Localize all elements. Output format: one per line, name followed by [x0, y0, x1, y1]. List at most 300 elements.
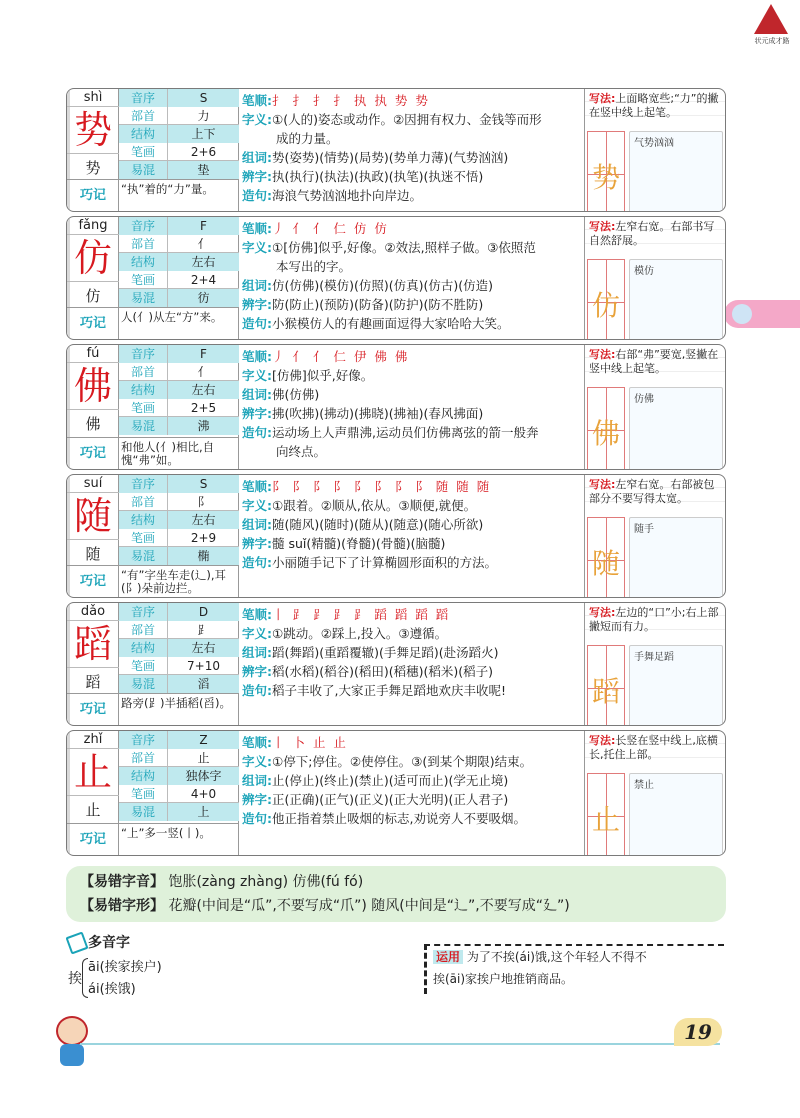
illustration-caption: 模仿	[634, 266, 654, 277]
info-value: 独体字	[167, 767, 239, 785]
info-row	[119, 381, 239, 399]
main-char: 势	[67, 107, 119, 153]
info-row	[119, 271, 239, 289]
memo-text: 和他人(亻)相比,自愧“弗”如。	[119, 437, 239, 469]
def-label: 组词:	[242, 387, 272, 402]
usage-text-1: 为了不挨(ái)饿,这个年轻人不得不	[466, 950, 647, 964]
info-row	[119, 89, 239, 107]
illustration-caption: 随手	[634, 524, 654, 535]
mascot-image	[46, 1008, 98, 1068]
definition-column	[239, 475, 585, 597]
publisher-logo	[750, 4, 792, 48]
grid-char: 势	[591, 161, 620, 194]
def-text: 仿(仿佛)(模仿)(仿照)(仿真)(仿古)(仿造)	[272, 278, 494, 293]
def-line	[242, 534, 581, 553]
info-row	[119, 803, 239, 821]
footer-line	[80, 1043, 720, 1045]
stroke-seq: 丨 ⻊ ⻊ ⻊ ⻊ 蹈 蹈 蹈 蹈	[272, 607, 451, 622]
pinyin: shì	[67, 89, 119, 107]
def-text: 海浪气势汹汹地扑向岸边。	[272, 188, 423, 203]
writing-label: 写法:	[589, 220, 616, 233]
info-value: 亻	[167, 235, 239, 253]
mistake-sound-label: 【易错字音】	[80, 874, 164, 890]
info-key: 笔画	[130, 145, 155, 159]
info-row	[119, 363, 239, 381]
writing-column	[585, 217, 725, 339]
illustration-caption: 禁止	[634, 780, 654, 791]
writing-label: 写法:	[589, 92, 616, 105]
writing-text: 右部“弗”要宽,竖撇在竖中线上起笔。	[589, 348, 719, 375]
print-char: 蹈	[67, 667, 119, 695]
def-line	[242, 553, 581, 572]
info-value: 2+4	[167, 271, 239, 289]
info-value: 左右	[167, 381, 239, 399]
stroke-label: 笔顺:	[242, 93, 272, 108]
info-key: 易混	[119, 289, 167, 307]
memo-text: “有”字坐车走(辶),耳(阝)朵前边拦。	[119, 565, 239, 597]
practice-grid	[587, 131, 625, 212]
char-card-0	[66, 88, 726, 212]
info-row	[119, 253, 239, 271]
def-label: 造句:	[242, 188, 272, 203]
stroke-order	[242, 733, 581, 752]
def-label: 造句:	[242, 555, 272, 570]
illustration-caption: 手舞足蹈	[634, 652, 674, 663]
info-key: 音序	[119, 345, 167, 363]
stroke-label: 笔顺:	[242, 607, 272, 622]
info-value: 2+6	[167, 143, 239, 161]
pinyin: suí	[67, 475, 119, 493]
main-char: 止	[67, 749, 119, 795]
illustration-caption: 仿佛	[634, 394, 654, 405]
print-char: 佛	[67, 409, 119, 437]
info-key: 音序	[119, 475, 167, 493]
definition-column	[239, 89, 585, 211]
info-key: 结构	[119, 125, 167, 143]
info-value: 滔	[167, 675, 239, 693]
writing-column	[585, 345, 725, 469]
grid-char: 随	[591, 547, 620, 580]
info-value: D	[167, 603, 239, 621]
info-row	[119, 107, 239, 125]
def-line	[242, 643, 581, 662]
def-text: 蹈(舞蹈)(重蹈覆辙)(手舞足蹈)(赴汤蹈火)	[272, 645, 499, 660]
definition-column	[239, 731, 585, 855]
writing-tip	[585, 475, 725, 515]
info-value: 椭	[167, 547, 239, 565]
stroke-label: 笔顺:	[242, 221, 272, 236]
info-value: 上下	[167, 125, 239, 143]
info-row	[119, 639, 239, 657]
info-row	[119, 675, 239, 693]
char-card-5	[66, 730, 726, 856]
def-line	[242, 809, 581, 828]
def-label: 字义:	[242, 240, 272, 255]
char-column	[67, 345, 119, 469]
char-card-3	[66, 474, 726, 598]
def-label: 字义:	[242, 754, 272, 769]
polyphone-reading-1: āi(挨家挨户)	[88, 960, 162, 975]
info-row	[119, 547, 239, 565]
info-column	[119, 89, 239, 211]
writing-tip	[585, 603, 725, 643]
def-line	[242, 186, 581, 205]
def-label: 字义:	[242, 112, 272, 127]
memo-text: 人(亻)从左“方”来。	[119, 307, 239, 339]
info-row	[119, 657, 239, 675]
stroke-order	[242, 347, 581, 366]
info-value: Z	[167, 731, 239, 749]
info-value: 2+5	[167, 399, 239, 417]
def-line	[242, 366, 581, 385]
def-line	[242, 423, 581, 442]
def-text: 本写出的字。	[276, 259, 352, 274]
info-row	[119, 475, 239, 493]
info-value: 左右	[167, 511, 239, 529]
info-row	[119, 785, 239, 803]
info-key: 易混	[119, 803, 167, 821]
def-label: 辨字:	[242, 169, 272, 184]
info-key: 部首	[130, 109, 155, 123]
info-row	[119, 235, 239, 253]
def-text: 佛(仿佛)	[272, 387, 320, 402]
def-text: 成的力量。	[276, 131, 339, 146]
stroke-seq: 丿 亻 亻 仁 伊 佛 佛	[272, 349, 410, 364]
char-card-1	[66, 216, 726, 340]
logo-text: 状元成才路	[754, 37, 790, 45]
grid-char: 止	[591, 803, 620, 836]
info-value: 垫	[167, 161, 239, 179]
info-value: 左右	[167, 253, 239, 271]
definition-column	[239, 345, 585, 469]
def-text: 稻(水稻)(稻谷)(稻田)(稻穗)(稻米)(稻子)	[272, 664, 494, 679]
def-text: 拂(吹拂)(拂动)(拂晓)(拂袖)(春风拂面)	[272, 406, 484, 421]
def-line	[242, 752, 581, 771]
info-value: 止	[167, 749, 239, 767]
char-column	[67, 731, 119, 855]
writing-tip	[585, 217, 725, 257]
stroke-seq: 扌 扌 扌 扌 执 执 势 势	[272, 93, 430, 108]
info-key: 笔画	[130, 659, 155, 673]
memo-text: “上”多一竖(丨)。	[119, 823, 239, 855]
print-char: 仿	[67, 281, 119, 309]
stroke-seq: 丨 卜 止 止	[272, 735, 348, 750]
usage-box	[424, 944, 724, 994]
info-value: 亻	[167, 363, 239, 381]
info-key: 部首	[130, 237, 155, 251]
memo-label: 巧记	[67, 693, 119, 725]
info-value: 7+10	[167, 657, 239, 675]
grid-char: 佛	[591, 417, 620, 450]
info-key: 音序	[119, 217, 167, 235]
info-key: 音序	[119, 731, 167, 749]
def-text: ①[仿佛]似乎,好像。②效法,照样子做。③依照范	[272, 240, 536, 255]
def-line	[242, 496, 581, 515]
info-row	[119, 603, 239, 621]
practice-grid	[587, 773, 625, 856]
info-row	[119, 731, 239, 749]
practice-grid	[587, 259, 625, 340]
def-line	[242, 167, 581, 186]
def-text: 运动场上人声鼎沸,运动员们仿佛离弦的箭一般奔	[272, 425, 539, 440]
def-text: [仿佛]似乎,好像。	[272, 368, 374, 383]
char-column	[67, 217, 119, 339]
definition-column	[239, 217, 585, 339]
char-column	[67, 89, 119, 211]
stroke-seq: 阝 阝 阝 阝 阝 阝 阝 阝 随 随 随	[272, 479, 492, 494]
writing-column	[585, 89, 725, 211]
info-key: 结构	[119, 381, 167, 399]
info-column	[119, 345, 239, 469]
page-number: 19	[674, 1018, 722, 1046]
def-label: 辨字:	[242, 536, 272, 551]
info-value: 左右	[167, 639, 239, 657]
usage-label: 运用	[433, 950, 463, 964]
info-value: 沸	[167, 417, 239, 435]
info-value: 上	[167, 803, 239, 821]
writing-text: 上面略宽些;“力”的撇在竖中线上起笔。	[589, 92, 719, 119]
info-key: 部首	[130, 751, 155, 765]
def-text: 髓 suǐ(精髓)(脊髓)(骨髓)(脑髓)	[272, 536, 446, 551]
main-char: 蹈	[67, 621, 119, 667]
writing-tip	[585, 731, 725, 771]
def-text: 他正指着禁止吸烟的标志,劝说旁人不要吸烟。	[272, 811, 526, 826]
info-key: 结构	[119, 639, 167, 657]
polyphone-title: 多音字	[66, 932, 406, 952]
main-char: 随	[67, 493, 119, 539]
info-key: 结构	[119, 511, 167, 529]
def-label: 辨字:	[242, 664, 272, 679]
stroke-order	[242, 605, 581, 624]
memo-label: 巧记	[67, 565, 119, 597]
def-text: 正(正确)(正气)(正义)(正大光明)(正人君子)	[272, 792, 509, 807]
def-text: ①停下;停住。②使停住。③(到某个期限)结束。	[272, 754, 533, 769]
def-label: 组词:	[242, 278, 272, 293]
illustration	[629, 773, 723, 856]
def-line	[242, 238, 581, 257]
writing-label: 写法:	[589, 734, 616, 747]
info-value: F	[167, 217, 239, 235]
definition-column	[239, 603, 585, 725]
info-key: 易混	[119, 417, 167, 435]
info-key: 音序	[119, 89, 167, 107]
side-tab[interactable]	[724, 300, 800, 328]
writing-text: 左边的“口”小;右上部撇短而有力。	[589, 606, 719, 633]
def-text: 势(姿势)(情势)(局势)(势单力薄)(气势汹汹)	[272, 150, 509, 165]
def-line	[242, 148, 581, 167]
def-text: 防(防止)(预防)(防备)(防护)(防不胜防)	[272, 297, 484, 312]
def-line	[242, 790, 581, 809]
pinyin: dǎo	[67, 603, 119, 621]
info-key: 笔画	[130, 401, 155, 415]
stroke-label: 笔顺:	[242, 349, 272, 364]
def-line	[242, 385, 581, 404]
char-card-2	[66, 344, 726, 470]
info-row	[119, 125, 239, 143]
grid-char: 蹈	[591, 675, 620, 708]
memo-label: 巧记	[67, 307, 119, 339]
memo-text: 路旁(⻊)半插稻(舀)。	[119, 693, 239, 725]
info-value: S	[167, 475, 239, 493]
def-label: 造句:	[242, 683, 272, 698]
def-text: ①跳动。②踩上,投入。③遵循。	[272, 626, 448, 641]
stroke-label: 笔顺:	[242, 735, 272, 750]
def-line	[242, 771, 581, 790]
def-label: 辨字:	[242, 406, 272, 421]
info-row	[119, 289, 239, 307]
def-line	[242, 662, 581, 681]
writing-text: 左窄右宽。右部被包部分不要写得太宽。	[589, 478, 715, 505]
info-key: 笔画	[130, 273, 155, 287]
info-key: 易混	[119, 547, 167, 565]
def-label: 字义:	[242, 498, 272, 513]
def-label: 组词:	[242, 773, 272, 788]
illustration-caption: 气势汹汹	[634, 138, 674, 149]
info-row	[119, 767, 239, 785]
info-key: 音序	[119, 603, 167, 621]
def-label: 组词:	[242, 517, 272, 532]
def-text: 止(停止)(终止)(禁止)(适可而止)(学无止境)	[272, 773, 509, 788]
writing-tip	[585, 89, 725, 129]
def-line	[242, 442, 581, 461]
info-value: 4+0	[167, 785, 239, 803]
stroke-label: 笔顺:	[242, 479, 272, 494]
def-label: 造句:	[242, 811, 272, 826]
pinyin: fú	[67, 345, 119, 363]
def-text: 小丽随手记下了计算椭圆形面积的方法。	[272, 555, 498, 570]
info-key: 笔画	[130, 531, 155, 545]
def-label: 造句:	[242, 316, 272, 331]
def-line	[242, 276, 581, 295]
info-key: 结构	[119, 767, 167, 785]
info-key: 易混	[119, 675, 167, 693]
info-row	[119, 345, 239, 363]
info-row	[119, 399, 239, 417]
info-value: ⻊	[167, 621, 239, 639]
practice-grid	[587, 517, 625, 598]
memo-label: 巧记	[67, 437, 119, 469]
memo-text: “执”着的“力”量。	[119, 179, 239, 211]
logo-mark	[754, 4, 788, 34]
writing-column	[585, 603, 725, 725]
info-row	[119, 161, 239, 179]
polyphone-section	[66, 932, 406, 1002]
writing-text: 左窄右宽。右部书写自然舒展。	[589, 220, 715, 247]
info-row	[119, 217, 239, 235]
info-column	[119, 475, 239, 597]
def-line	[242, 515, 581, 534]
def-line	[242, 624, 581, 643]
info-key: 结构	[119, 253, 167, 271]
stroke-seq: 丿 亻 亻 仁 仿 仿	[272, 221, 389, 236]
def-label: 字义:	[242, 368, 272, 383]
def-text: 稻子丰收了,大家正手舞足蹈地欢庆丰收呢!	[272, 683, 506, 698]
writing-label: 写法:	[589, 348, 616, 361]
print-char: 势	[67, 153, 119, 181]
mistake-sound: 饱胀(zàng zhàng) 仿佛(fú fó)	[168, 874, 364, 890]
pinyin: zhǐ	[67, 731, 119, 749]
info-column	[119, 603, 239, 725]
mascot-body	[60, 1044, 84, 1066]
def-line	[242, 257, 581, 276]
info-key: 部首	[130, 495, 155, 509]
def-label: 组词:	[242, 645, 272, 660]
info-value: 2+9	[167, 529, 239, 547]
info-value: 彷	[167, 289, 239, 307]
info-row	[119, 529, 239, 547]
def-label: 组词:	[242, 150, 272, 165]
main-char: 佛	[67, 363, 119, 409]
mistake-shape-label: 【易错字形】	[80, 898, 164, 914]
illustration	[629, 387, 723, 470]
print-char: 随	[67, 539, 119, 567]
writing-column	[585, 731, 725, 855]
def-label: 造句:	[242, 425, 272, 440]
def-line	[242, 404, 581, 423]
illustration	[629, 517, 723, 598]
def-label: 辨字:	[242, 792, 272, 807]
memo-label: 巧记	[67, 179, 119, 211]
info-key: 易混	[119, 161, 167, 179]
polyphone-char: 挨	[68, 971, 82, 987]
illustration	[629, 259, 723, 340]
char-column	[67, 603, 119, 725]
illustration	[629, 645, 723, 726]
info-value: 力	[167, 107, 239, 125]
print-char: 止	[67, 795, 119, 823]
common-mistakes-box	[66, 866, 726, 922]
usage-text-2: 挨(āi)家挨户地推销商品。	[433, 972, 574, 986]
info-row	[119, 511, 239, 529]
grid-char: 仿	[591, 289, 620, 322]
stroke-order	[242, 219, 581, 238]
info-key: 笔画	[130, 787, 155, 801]
info-value: 阝	[167, 493, 239, 511]
info-value: F	[167, 345, 239, 363]
stroke-order	[242, 477, 581, 496]
info-column	[119, 217, 239, 339]
def-text: 小猴模仿人的有趣画面逗得大家哈哈大笑。	[272, 316, 510, 331]
info-row	[119, 621, 239, 639]
info-row	[119, 749, 239, 767]
writing-tip	[585, 345, 725, 385]
info-row	[119, 493, 239, 511]
def-label: 字义:	[242, 626, 272, 641]
def-line	[242, 295, 581, 314]
info-row	[119, 417, 239, 435]
def-line	[242, 129, 581, 148]
mascot-head	[56, 1016, 88, 1046]
def-text: 向终点。	[276, 444, 327, 459]
char-column	[67, 475, 119, 597]
def-text: 随(随风)(随时)(随从)(随意)(随心所欲)	[272, 517, 484, 532]
info-row	[119, 143, 239, 161]
mistake-shape: 花瓣(中间是“瓜”,不要写成“爪”) 随风(中间是“辶”,不要写成“廴”)	[168, 898, 570, 914]
mouse-icon	[732, 304, 752, 324]
practice-grid	[587, 645, 625, 726]
def-text: ①(人的)姿态或动作。②因拥有权力、金钱等而形	[272, 112, 542, 127]
pinyin: fǎng	[67, 217, 119, 235]
def-line	[242, 110, 581, 129]
memo-label: 巧记	[67, 823, 119, 855]
polyphone-reading-2: ái(挨饿)	[88, 982, 136, 997]
stroke-order	[242, 91, 581, 110]
def-line	[242, 314, 581, 333]
main-char: 仿	[67, 235, 119, 281]
info-key: 部首	[130, 365, 155, 379]
def-label: 辨字:	[242, 297, 272, 312]
info-column	[119, 731, 239, 855]
